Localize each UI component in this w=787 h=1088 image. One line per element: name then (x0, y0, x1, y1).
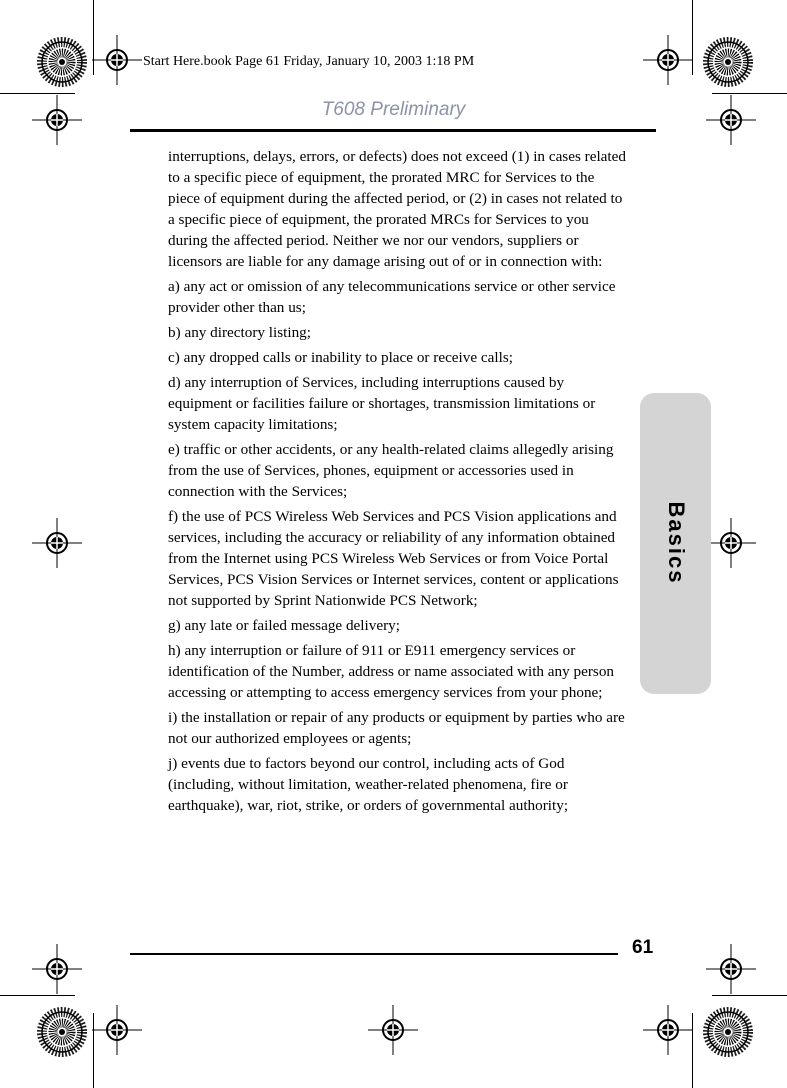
header-rule (130, 129, 656, 132)
paragraph: d) any interruption of Services, including interruptions caused by equipment or facilities failure or shortages, transmission limitations or system capacity limitations; (168, 374, 596, 433)
star-target-icon (706, 40, 750, 84)
crop-mark (712, 995, 787, 996)
paragraph: interruptions, delays, errors, or defects) does not exceed (1) in cases related to a specific piece of equipment, the prorated MRC for Services to the piece of equipment during the affected period, or (2) in cases not related to a specific piece of equipment, the prorated MRCs for Services to you during the affected period. Neither we nor our vendors, suppliers or licensors are liable for any damage arising out of or in connection with: (168, 148, 626, 270)
paragraph: e) traffic or other accidents, or any health-related claims allegedly arising from the use of Services, phones, equipment or accessories used in connection with the Services; (168, 441, 614, 500)
section-tab-label: Basics (664, 501, 689, 585)
crop-mark (712, 93, 787, 94)
registration-mark-icon (32, 944, 82, 994)
footer-rule (130, 953, 618, 955)
registration-mark-icon (643, 1005, 693, 1055)
paragraph: j) events due to factors beyond our control, including acts of God (including, without limitation, weather-related phenomena, fire or earthquake), war, riot, strike, or orders of governmental authority; (168, 755, 569, 814)
body-text (168, 146, 628, 820)
crop-mark (0, 93, 75, 94)
star-target-icon (40, 40, 84, 84)
paragraph: g) any late or failed message delivery; (168, 617, 400, 634)
registration-mark-icon (643, 35, 693, 85)
registration-mark-icon (92, 1005, 142, 1055)
paragraph: b) any directory listing; (168, 324, 311, 341)
preliminary-label: T608 Preliminary (321, 99, 466, 120)
paragraph: i) the installation or repair of any products or equipment by parties who are not our authorized employees or agents; (168, 709, 625, 747)
page-number: 61 (632, 937, 654, 958)
registration-mark-icon (706, 518, 756, 568)
registration-mark-icon (32, 518, 82, 568)
registration-mark-icon (368, 1005, 418, 1055)
registration-mark-icon (92, 35, 142, 85)
star-target-icon (706, 1010, 750, 1054)
registration-mark-icon (706, 944, 756, 994)
paragraph: f) the use of PCS Wireless Web Services and PCS Vision applications and services, including the accuracy or reliability of any information obtained from the Internet using PCS Wireless Web Services or from Voice Portal Services, PCS Vision Services or Internet services, content or applications not supported by Sprint Nationwide PCS Network; (168, 508, 619, 609)
paragraph: h) any interruption or failure of 911 or E911 emergency services or identification of the Number, address or name associated with any person accessing or attempting to access emergency services from your phone; (168, 642, 615, 701)
print-info: Start Here.book Page 61 Friday, January 10, 2003 1:18 PM (143, 54, 475, 69)
crop-mark (0, 995, 75, 996)
star-target-icon (40, 1010, 84, 1054)
paragraph: c) any dropped calls or inability to place or receive calls; (168, 349, 513, 366)
paragraph: a) any act or omission of any telecommunications service or other service provider other than us; (168, 278, 616, 316)
